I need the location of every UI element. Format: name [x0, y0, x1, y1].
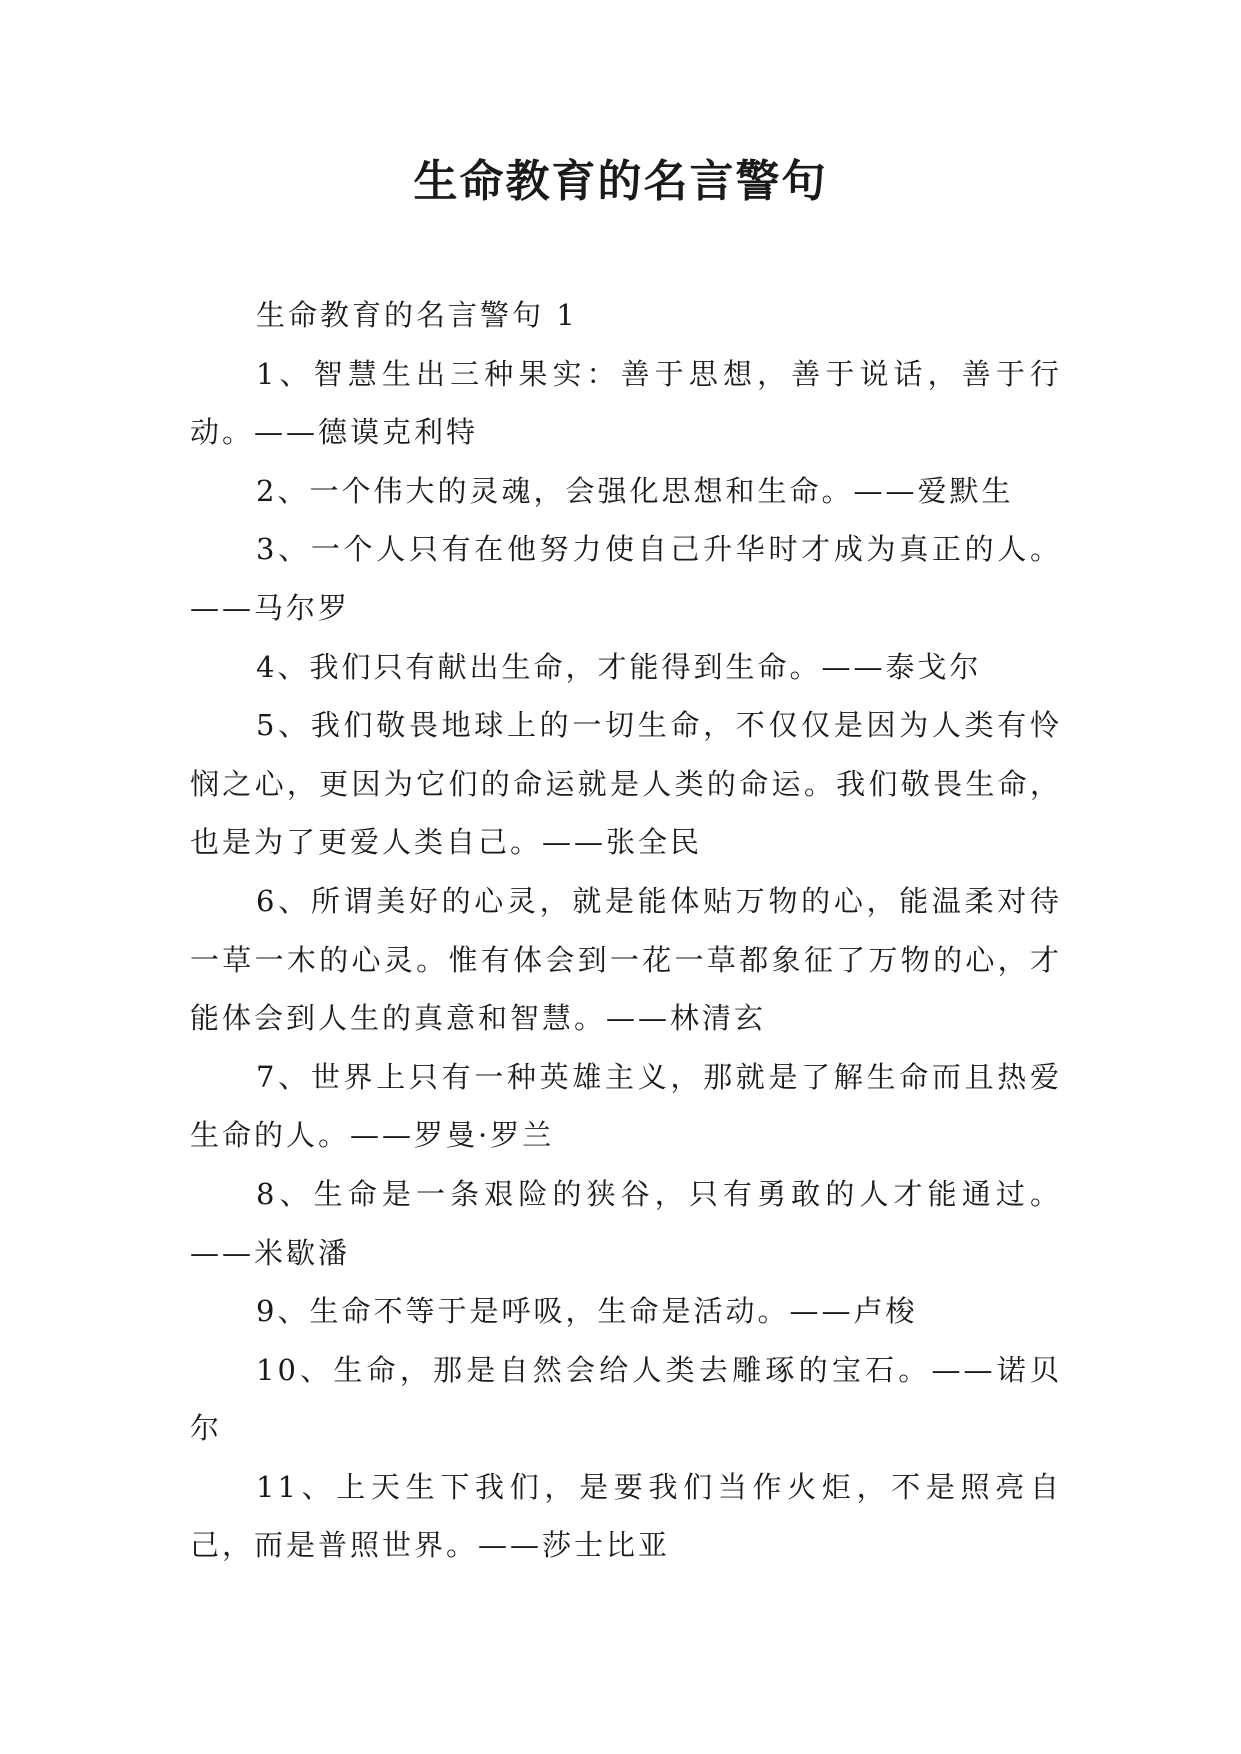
quote-6: 6、所谓美好的心灵，就是能体贴万物的心，能温柔对待一草一木的心灵。惟有体会到一花一草都象征了万物的心，才能体会到人生的真意和智慧。——林清玄: [190, 883, 1062, 1036]
quote-3: 3、一个人只有在他努力使自己升华时才成为真正的人。——马尔罗: [190, 532, 1062, 625]
section-heading: 生命教育的名言警句 1: [256, 298, 578, 332]
quote-7: 7、世界上只有一种英雄主义，那就是了解生命而且热爱生命的人。——罗曼·罗兰: [190, 1059, 1062, 1153]
document-body: [190, 286, 1062, 1575]
quote-11: 11、上天生下我们，是要我们当作火炬，不是照亮自己，而是普照世界。——莎士比亚: [190, 1469, 1062, 1563]
quote-2: 2、一个伟大的灵魂，会强化思想和生命。——爱默生: [256, 473, 1014, 508]
document-title: 生命教育的名言警句: [413, 156, 828, 207]
quote-5: 5、我们敬畏地球上的一切生命，不仅仅是因为人类有怜悯之心，更因为它们的命运就是人类的命运。我们敬畏生命，也是为了更爱人类自己。——张全民: [190, 708, 1062, 860]
quote-4: 4、我们只有献出生命，才能得到生命。——泰戈尔: [256, 649, 982, 684]
quote-1: 1、智慧生出三种果实：善于思想，善于说话，善于行动。——德谟克利特: [190, 356, 1062, 450]
quote-10: 10、生命，那是自然会给人类去雕琢的宝石。——诺贝尔: [190, 1352, 1062, 1446]
quote-9: 9、生命不等于是呼吸，生命是活动。——卢梭: [256, 1294, 918, 1329]
quote-8: 8、生命是一条艰险的狭谷，只有勇敢的人才能通过。——米歇潘: [190, 1176, 1062, 1270]
